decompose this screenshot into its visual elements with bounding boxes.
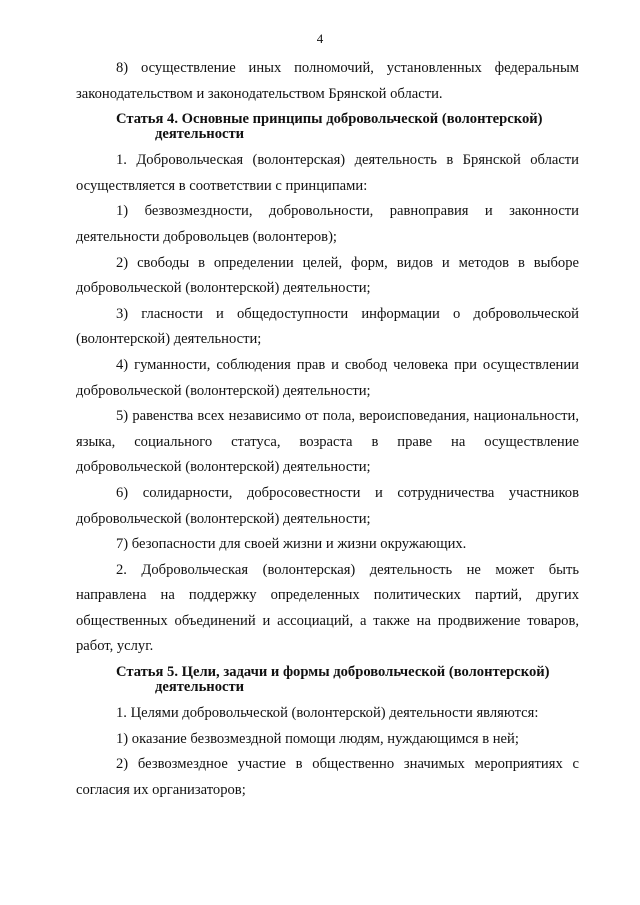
- article-5-heading: [76, 660, 579, 701]
- article-4-title-line1: Статья 4. Основные принципы добровольческой (волонтерской): [116, 111, 543, 128]
- article-4-title-line2: деятельности: [155, 126, 245, 143]
- paragraph: 1. Добровольческая (волонтерская) деятельность в Брянской области осуществляется в соответствии с принципами:: [76, 152, 579, 194]
- paragraph: 8) осуществление иных полномочий, установленных федеральным законодательством и законодательством Брянской области.: [76, 60, 579, 102]
- article-5-title-line1: Статья 5. Цели, задачи и формы добровольческой (волонтерской): [116, 664, 550, 681]
- paragraph: 7) безопасности для своей жизни и жизни окружающих.: [116, 536, 467, 553]
- paragraph: 1) оказание безвозмездной помощи людям, нуждающимся в ней;: [116, 730, 519, 747]
- paragraph: 2) свободы в определении целей, форм, видов и методов в выборе добровольческой (волонтерской) деятельности;: [76, 254, 579, 297]
- page-number: 4: [316, 31, 324, 46]
- article-5-title-line2: деятельности: [155, 679, 245, 696]
- paragraph: 4) гуманности, соблюдения прав и свобод человека при осуществлении добровольческой (волонтерской) деятельности;: [76, 356, 579, 399]
- paragraph: 3) гласности и общедоступности информации о добровольческой (волонтерской) деятельности;: [76, 305, 579, 348]
- document-body: [76, 56, 579, 803]
- paragraph: 6) солидарности, добросовестности и сотрудничества участников добровольческой (волонтерской) деятельности;: [76, 484, 579, 527]
- paragraph: 2. Добровольческая (волонтерская) деятельность не может быть направлена на поддержку определенных политических партий, других общественных объединений и ассоциаций, а также на продвижение товаров, работ, услуг.: [76, 561, 579, 655]
- paragraph: 1. Целями добровольческой (волонтерской) деятельности являются:: [116, 705, 539, 722]
- paragraph: 5) равенства всех независимо от пола, вероисповедания, национальности, языка, социального статуса, возраста в праве на осуществление добровольческой (волонтерской) деятельности;: [76, 408, 579, 476]
- paragraph: 1) безвозмездности, добровольности, равноправия и законности деятельности добровольцев (волонтеров);: [76, 203, 579, 245]
- article-4-heading: [76, 107, 579, 148]
- paragraph: 2) безвозмездное участие в общественно значимых мероприятиях с согласия их организаторов;: [76, 756, 579, 798]
